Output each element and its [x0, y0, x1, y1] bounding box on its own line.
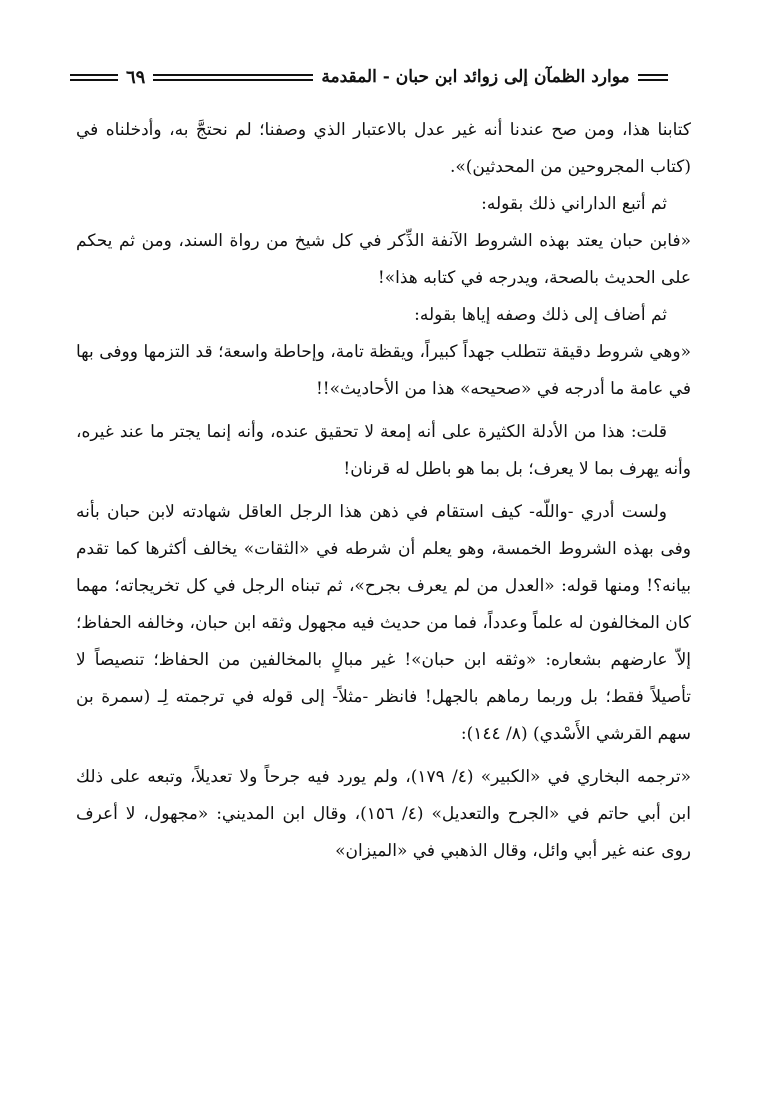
page-number: ٦٩: [126, 66, 146, 88]
running-header: [70, 60, 702, 94]
body-text: [76, 112, 691, 870]
header-rule-right: [638, 74, 668, 81]
header-rule-left: [70, 74, 118, 81]
paragraph-8: «ترجمه البخاري في «الكبير» (٤/ ١٧٩)، ولم يورد فيه جرحاً ولا تعديلاً، وتبعه على ذلك ابن أبي حاتم في «الجرح والتعديل» (٤/ ١٥٦)، وقال ابن المديني: «مجهول، لا أعرف روى عنه غير أبي وائل، وقال الذهبي في «الميزان»: [76, 767, 692, 861]
paragraph-4: ثم أضاف إلى ذلك وصفه إياها بقوله:: [414, 305, 667, 325]
paragraph-6: قلت: هذا من الأدلة الكثيرة على أنه إمعة لا تحقيق عنده، وأنه إنما يجتر ما عند غيره، وأنه يهرف بما لا يعرف؛ بل بما هو باطل له قرنان!: [76, 422, 691, 479]
header-rule-middle: [153, 74, 313, 81]
paragraph-2: ثم أتبع الداراني ذلك بقوله:: [481, 194, 667, 214]
paragraph-7: ولست أدري -واللّه- كيف استقام في ذهن هذا الرجل العاقل شهادته لابن حبان بأنه وفى بهذه الشروط الخمسة، وهو يعلم أن شرطه في «الثقات» يخالف أكثرها كما تقدم بيانه؟! ومنها قوله: «العدل من لم يعرف بجرح»، ثم تبناه الرجل في كل تخريجاته؛ مهما كان المخالفون له علماً وعدداً، فما من حديث فيه مجهول وثقه ابن حبان، وخالفه الحفاظ؛ إلاّ عارضهم بشعاره: «وثقه ابن حبان»! غير مبالٍ بالمخالفين من الحفاظ؛ تنصيصاً لا تأصيلاً فقط؛ بل وربما رماهم بالجهل! فانظر -مثلاً- إلى قوله في ترجمته لِـ (سمرة بن سهم القرشي الأَسْدي) (٨/ ١٤٤):: [76, 502, 691, 744]
paragraph-1: كتابنا هذا، ومن صح عندنا أنه غير عدل بالاعتبار الذي وصفنا؛ لم نحتجَّ به، وأدخلناه في (كتاب المجروحين من المحدثين)».: [76, 120, 691, 177]
running-title: موارد الظمآن إلى زوائد ابن حبان - المقدمة: [321, 67, 630, 87]
paragraph-5: «وهي شروط دقيقة تتطلب جهداً كبيراً، ويقظة تامة، وإحاطة واسعة؛ قد التزمها ووفى بها في عامة ما أدرجه في «صحيحه» هذا من الأحاديث»!!: [76, 342, 691, 399]
paragraph-3: «فابن حبان يعتد بهذه الشروط الآنفة الذِّكر في كل شيخ من رواة السند، ومن ثم يحكم على الحديث بالصحة، ويدرجه في كتابه هذا»!: [76, 231, 691, 288]
